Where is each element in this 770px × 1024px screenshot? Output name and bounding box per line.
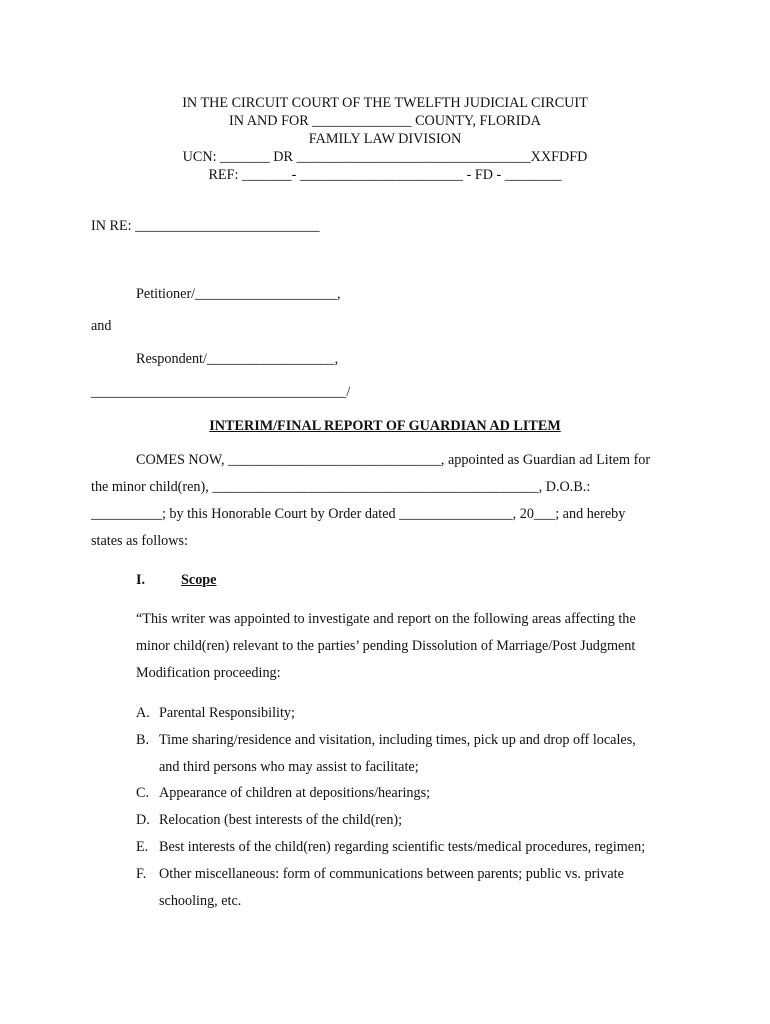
scope-para-line-3: Modification proceeding: [136, 665, 281, 681]
list-text-continued: schooling, etc. [159, 893, 242, 909]
list-text: Other miscellaneous: form of communications between parents; public vs. private [159, 866, 624, 882]
list-text: Best interests of the child(ren) regarding scientific tests/medical procedures, regimen; [159, 839, 646, 855]
intro-line-2: the minor child(ren), ______________________________________________, D.O.B.: [91, 479, 591, 495]
petitioner-line: Petitioner/____________________, [136, 286, 341, 302]
list-letter: B. [136, 732, 150, 748]
list-letter: A. [136, 705, 150, 721]
in-re-line: IN RE: __________________________ [91, 218, 320, 234]
list-text-continued: and third persons who may assist to facilitate; [159, 759, 419, 775]
respondent-line: Respondent/__________________, [136, 351, 339, 367]
caption-court: IN THE CIRCUIT COURT OF THE TWELFTH JUDICIAL CIRCUIT [182, 95, 588, 111]
caption-county: IN AND FOR ______________ COUNTY, FLORIDA [229, 113, 541, 129]
scope-para-line-2: minor child(ren) relevant to the parties’ pending Dissolution of Marriage/Post Judgment [136, 638, 636, 654]
list-letter: D. [136, 812, 150, 828]
scope-para-line-1: “This writer was appointed to investigate and report on the following areas affecting the [136, 611, 636, 627]
caption-division: FAMILY LAW DIVISION [308, 131, 462, 147]
section-numeral: I. [136, 572, 146, 588]
list-letter: E. [136, 839, 149, 855]
caption-closing-line: ____________________________________/ [91, 384, 351, 400]
section-heading: Scope [181, 572, 217, 588]
caption-ucn: UCN: _______ DR _________________________________XXFDFD [182, 149, 588, 165]
list-text: Relocation (best interests of the child(ren); [159, 812, 403, 828]
list-letter: C. [136, 785, 150, 801]
caption-ref: REF: _______- _______________________ - FD - ________ [208, 167, 562, 183]
list-letter: F. [136, 866, 147, 882]
intro-line-1: COMES NOW, ______________________________, appointed as Guardian ad Litem for [136, 452, 651, 468]
intro-line-4: states as follows: [91, 533, 188, 549]
list-text: Time sharing/residence and visitation, including times, pick up and drop off locales, [159, 732, 636, 748]
list-text: Parental Responsibility; [159, 705, 295, 721]
list-text: Appearance of children at depositions/hearings; [159, 785, 431, 801]
intro-line-3: __________; by this Honorable Court by Order dated ________________, 20___; and hereby [91, 506, 626, 522]
document-title: INTERIM/FINAL REPORT OF GUARDIAN AD LITEM [209, 418, 561, 434]
and-text: and [91, 318, 112, 334]
